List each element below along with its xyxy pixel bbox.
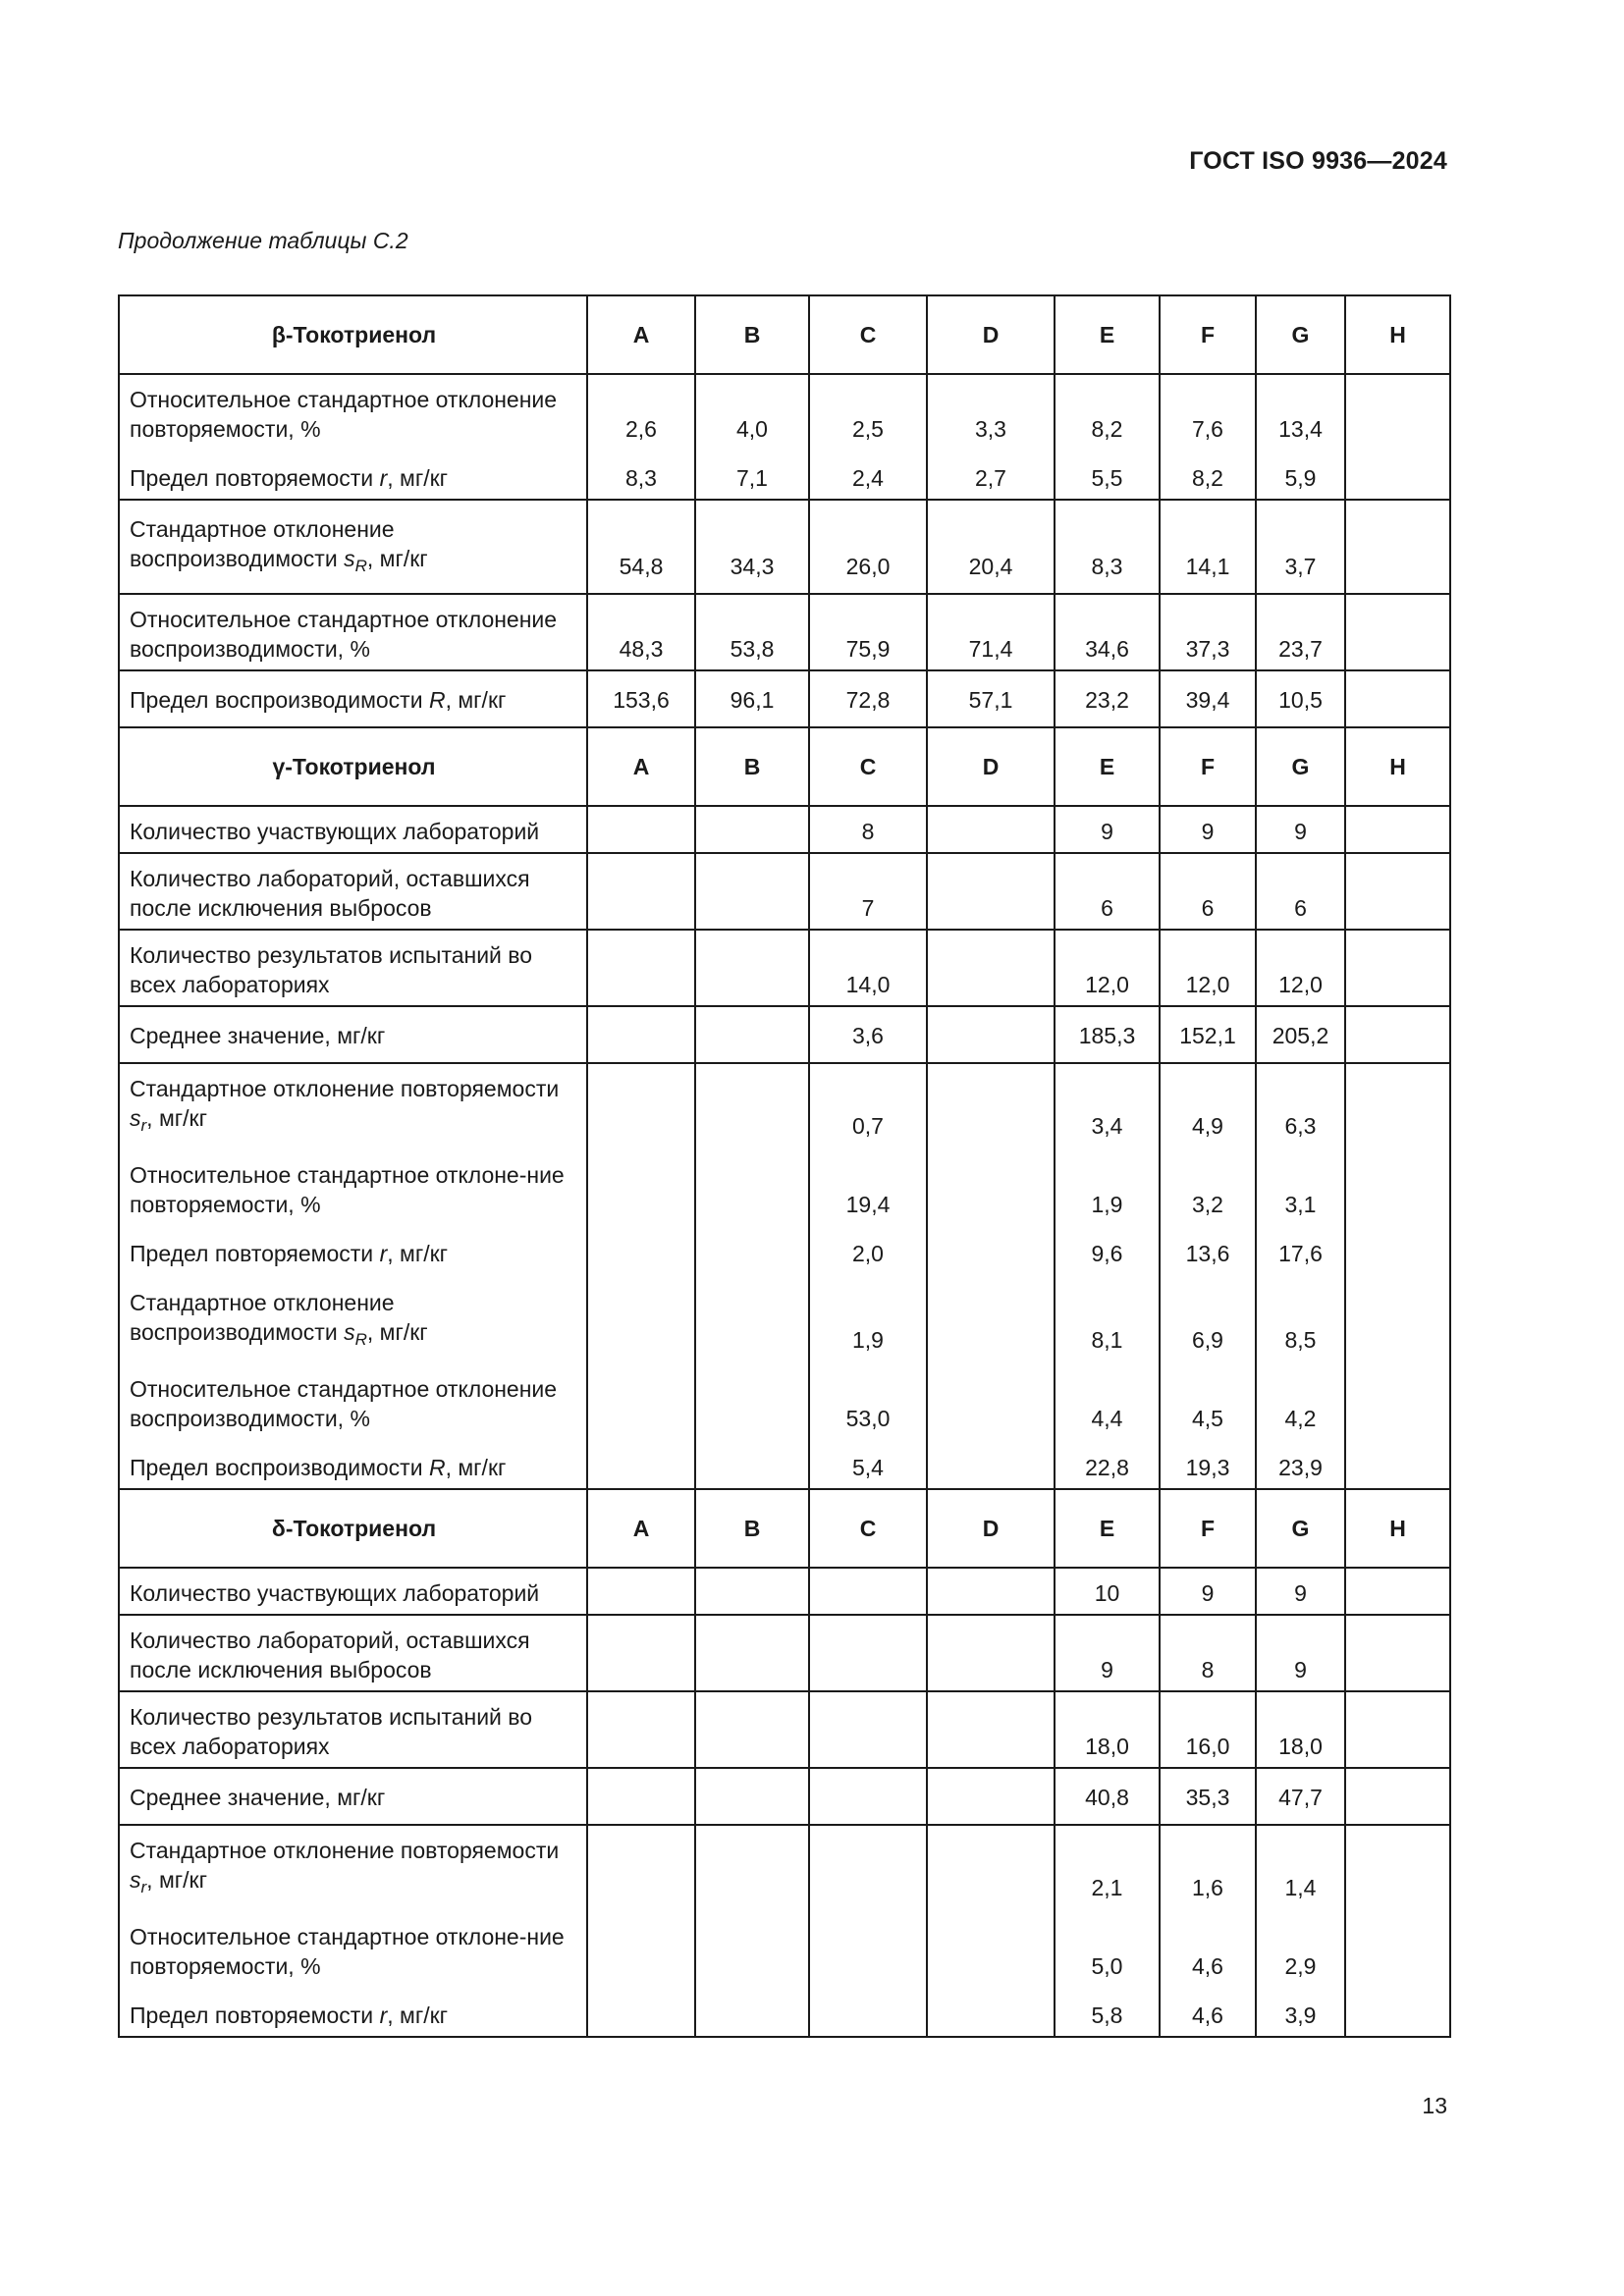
table-row — [119, 374, 1450, 450]
cell-f: 12,0 — [1160, 930, 1256, 1006]
column-header-d: D — [927, 1489, 1055, 1568]
cell-f: 16,0 — [1160, 1691, 1256, 1768]
cell-c — [809, 1691, 927, 1768]
row-label-unit: , мг/кг — [146, 1867, 207, 1893]
cell-a — [587, 1825, 695, 1908]
cell-g: 4,2 — [1256, 1361, 1345, 1439]
document-standard-number: ГОСТ ISO 9936—2024 — [1189, 147, 1447, 175]
cell-b — [695, 1691, 809, 1768]
cell-d — [927, 1568, 1055, 1615]
cell-h — [1345, 1987, 1450, 2037]
cell-g: 23,9 — [1256, 1439, 1345, 1489]
cell-d — [927, 1006, 1055, 1063]
cell-f: 4,5 — [1160, 1361, 1256, 1439]
cell-a — [587, 1274, 695, 1361]
row-label: Относительное стандартное отклонение повторяемости, % — [119, 374, 587, 450]
cell-e: 8,2 — [1055, 374, 1160, 450]
cell-a — [587, 1908, 695, 1987]
cell-g: 3,9 — [1256, 1987, 1345, 2037]
column-header-b: B — [695, 1489, 809, 1568]
cell-c — [809, 1568, 927, 1615]
cell-h — [1345, 1615, 1450, 1691]
row-label-text: Предел повторяемости — [130, 1241, 380, 1266]
section-header-row — [119, 727, 1450, 806]
table-row — [119, 930, 1450, 1006]
cell-a — [587, 1615, 695, 1691]
row-label: Относительное стандартное отклонение воспроизводимости, % — [119, 594, 587, 670]
cell-g: 18,0 — [1256, 1691, 1345, 1768]
cell-c: 0,7 — [809, 1063, 927, 1147]
cell-b — [695, 1908, 809, 1987]
row-label-symbol: s — [130, 1105, 141, 1131]
cell-e: 22,8 — [1055, 1439, 1160, 1489]
table-row — [119, 1987, 1450, 2037]
row-label-text: Стандартное отклонение воспроизводимости — [130, 1290, 395, 1345]
cell-d — [927, 1225, 1055, 1274]
row-label — [119, 670, 587, 727]
section-title: β-Токотриенол — [119, 295, 587, 374]
cell-h — [1345, 1908, 1450, 1987]
row-label — [119, 1225, 587, 1274]
cell-h — [1345, 853, 1450, 930]
cell-b — [695, 1361, 809, 1439]
cell-a: 54,8 — [587, 500, 695, 594]
cell-a — [587, 1006, 695, 1063]
cell-b — [695, 806, 809, 853]
cell-e: 2,1 — [1055, 1825, 1160, 1908]
cell-e: 6 — [1055, 853, 1160, 930]
cell-e: 5,5 — [1055, 450, 1160, 500]
cell-e: 18,0 — [1055, 1691, 1160, 1768]
cell-b — [695, 1063, 809, 1147]
row-label: Количество результатов испытаний во всех лабораториях — [119, 930, 587, 1006]
cell-a: 2,6 — [587, 374, 695, 450]
cell-d — [927, 1615, 1055, 1691]
row-label-unit: , мг/кг — [445, 1455, 507, 1480]
row-label-text: Предел воспроизводимости — [130, 1455, 429, 1480]
cell-a — [587, 1063, 695, 1147]
row-label-symbol: R — [428, 687, 446, 713]
cell-h — [1345, 1274, 1450, 1361]
row-label: Количество участвующих лабораторий — [119, 806, 587, 853]
cell-d: 2,7 — [927, 450, 1055, 500]
cell-a: 8,3 — [587, 450, 695, 500]
cell-g: 9 — [1256, 1615, 1345, 1691]
row-label-text: Предел воспроизводимости — [130, 687, 429, 713]
cell-a — [587, 1225, 695, 1274]
table-row — [119, 1063, 1450, 1147]
row-label-subscript: r — [140, 1116, 147, 1135]
column-header-a: A — [587, 727, 695, 806]
cell-b — [695, 1987, 809, 2037]
cell-d — [927, 806, 1055, 853]
cell-g: 12,0 — [1256, 930, 1345, 1006]
cell-a — [587, 1691, 695, 1768]
row-label-symbol: s — [344, 546, 355, 571]
row-label-unit: , мг/кг — [387, 1241, 449, 1266]
cell-e: 1,9 — [1055, 1147, 1160, 1225]
page-number: 13 — [1422, 2093, 1447, 2118]
cell-a — [587, 806, 695, 853]
cell-h — [1345, 1768, 1450, 1825]
row-label-unit: , мг/кг — [146, 1105, 207, 1131]
cell-a — [587, 1439, 695, 1489]
cell-c — [809, 1987, 927, 2037]
table-row — [119, 1147, 1450, 1225]
cell-d — [927, 1908, 1055, 1987]
row-label-unit: , мг/кг — [366, 1319, 428, 1345]
cell-d — [927, 853, 1055, 930]
cell-a — [587, 853, 695, 930]
cell-c: 5,4 — [809, 1439, 927, 1489]
cell-h — [1345, 1691, 1450, 1768]
cell-g: 13,4 — [1256, 374, 1345, 450]
column-header-h: H — [1345, 727, 1450, 806]
cell-b — [695, 1225, 809, 1274]
cell-e: 12,0 — [1055, 930, 1160, 1006]
row-label: Среднее значение, мг/кг — [119, 1768, 587, 1825]
cell-f: 1,6 — [1160, 1825, 1256, 1908]
cell-f: 4,6 — [1160, 1908, 1256, 1987]
cell-c: 2,5 — [809, 374, 927, 450]
cell-b — [695, 1768, 809, 1825]
table-row — [119, 1825, 1450, 1908]
row-label: Количество участвующих лабораторий — [119, 1568, 587, 1615]
cell-f: 3,2 — [1160, 1147, 1256, 1225]
row-label-symbol: r — [379, 1241, 388, 1266]
cell-f: 19,3 — [1160, 1439, 1256, 1489]
table-row — [119, 1439, 1450, 1489]
section-header-row — [119, 1489, 1450, 1568]
cell-h — [1345, 500, 1450, 594]
cell-b: 7,1 — [695, 450, 809, 500]
cell-e: 5,0 — [1055, 1908, 1160, 1987]
column-header-b: B — [695, 295, 809, 374]
row-label-subscript: r — [140, 1878, 147, 1896]
row-label-text: Стандартное отклонение воспроизводимости — [130, 516, 395, 571]
cell-d — [927, 1063, 1055, 1147]
cell-c: 19,4 — [809, 1147, 927, 1225]
column-header-h: H — [1345, 1489, 1450, 1568]
cell-f: 4,6 — [1160, 1987, 1256, 2037]
column-header-c: C — [809, 727, 927, 806]
cell-h — [1345, 1568, 1450, 1615]
column-header-e: E — [1055, 295, 1160, 374]
cell-d: 3,3 — [927, 374, 1055, 450]
column-header-a: A — [587, 1489, 695, 1568]
cell-e: 185,3 — [1055, 1006, 1160, 1063]
cell-c: 26,0 — [809, 500, 927, 594]
table-body — [119, 295, 1450, 2037]
row-label-symbol: s — [344, 1319, 355, 1345]
cell-b — [695, 1006, 809, 1063]
column-header-f: F — [1160, 1489, 1256, 1568]
row-label: Количество лабораторий, оставшихся после исключения выбросов — [119, 1615, 587, 1691]
column-header-f: F — [1160, 727, 1256, 806]
cell-h — [1345, 1825, 1450, 1908]
cell-b: 53,8 — [695, 594, 809, 670]
cell-d — [927, 930, 1055, 1006]
column-header-a: A — [587, 295, 695, 374]
section-header-row — [119, 295, 1450, 374]
row-label — [119, 1825, 587, 1908]
cell-g: 1,4 — [1256, 1825, 1345, 1908]
table-row — [119, 806, 1450, 853]
table-row — [119, 853, 1450, 930]
cell-c: 7 — [809, 853, 927, 930]
row-label-text: Предел повторяемости — [130, 465, 380, 491]
cell-b — [695, 930, 809, 1006]
cell-f: 35,3 — [1160, 1768, 1256, 1825]
cell-e: 3,4 — [1055, 1063, 1160, 1147]
row-label-text: Стандартное отклонение повторяемости — [130, 1838, 560, 1863]
cell-g: 23,7 — [1256, 594, 1345, 670]
cell-h — [1345, 806, 1450, 853]
cell-d — [927, 1691, 1055, 1768]
cell-d — [927, 1147, 1055, 1225]
cell-b — [695, 1615, 809, 1691]
row-label — [119, 450, 587, 500]
cell-h — [1345, 930, 1450, 1006]
cell-b: 34,3 — [695, 500, 809, 594]
cell-h — [1345, 374, 1450, 450]
cell-h — [1345, 1225, 1450, 1274]
cell-b — [695, 1825, 809, 1908]
cell-b — [695, 1439, 809, 1489]
cell-h — [1345, 1439, 1450, 1489]
row-label-symbol: R — [428, 1455, 446, 1480]
row-label-symbol: r — [379, 465, 388, 491]
cell-g: 205,2 — [1256, 1006, 1345, 1063]
column-header-e: E — [1055, 1489, 1160, 1568]
column-header-b: B — [695, 727, 809, 806]
table-row — [119, 1691, 1450, 1768]
row-label-unit: , мг/кг — [387, 465, 449, 491]
table-row — [119, 1225, 1450, 1274]
cell-g: 47,7 — [1256, 1768, 1345, 1825]
table-row — [119, 1768, 1450, 1825]
cell-g: 3,7 — [1256, 500, 1345, 594]
column-header-c: C — [809, 1489, 927, 1568]
cell-b — [695, 1568, 809, 1615]
cell-c: 1,9 — [809, 1274, 927, 1361]
cell-g: 2,9 — [1256, 1908, 1345, 1987]
cell-e: 8,3 — [1055, 500, 1160, 594]
cell-e: 4,4 — [1055, 1361, 1160, 1439]
cell-f: 9 — [1160, 806, 1256, 853]
cell-f: 39,4 — [1160, 670, 1256, 727]
cell-g: 6 — [1256, 853, 1345, 930]
row-label — [119, 1439, 587, 1489]
cell-g: 8,5 — [1256, 1274, 1345, 1361]
cell-c: 2,4 — [809, 450, 927, 500]
cell-g: 9 — [1256, 1568, 1345, 1615]
cell-d — [927, 1361, 1055, 1439]
cell-d: 57,1 — [927, 670, 1055, 727]
row-label-symbol: r — [379, 2002, 388, 2028]
cell-c — [809, 1908, 927, 1987]
table-row — [119, 670, 1450, 727]
row-label — [119, 1063, 587, 1147]
cell-h — [1345, 1361, 1450, 1439]
cell-c: 75,9 — [809, 594, 927, 670]
row-label: Относительное стандартное отклонение воспроизводимости, % — [119, 1361, 587, 1439]
cell-g: 10,5 — [1256, 670, 1345, 727]
table-row — [119, 1908, 1450, 1987]
cell-f: 4,9 — [1160, 1063, 1256, 1147]
cell-f: 152,1 — [1160, 1006, 1256, 1063]
cell-a — [587, 1768, 695, 1825]
cell-d — [927, 1825, 1055, 1908]
row-label-text: Стандартное отклонение повторяемости — [130, 1076, 560, 1101]
cell-e: 40,8 — [1055, 1768, 1160, 1825]
cell-d — [927, 1274, 1055, 1361]
cell-e: 34,6 — [1055, 594, 1160, 670]
row-label-unit: , мг/кг — [366, 546, 428, 571]
table-row — [119, 1274, 1450, 1361]
cell-c: 8 — [809, 806, 927, 853]
column-header-e: E — [1055, 727, 1160, 806]
table-row — [119, 1615, 1450, 1691]
table-row — [119, 1361, 1450, 1439]
cell-h — [1345, 670, 1450, 727]
cell-a: 153,6 — [587, 670, 695, 727]
row-label-text: Предел повторяемости — [130, 2002, 380, 2028]
row-label: Среднее значение, мг/кг — [119, 1006, 587, 1063]
cell-f: 6 — [1160, 853, 1256, 930]
cell-f: 6,9 — [1160, 1274, 1256, 1361]
table-caption: Продолжение таблицы С.2 — [118, 228, 408, 253]
table-row — [119, 1568, 1450, 1615]
cell-a — [587, 1147, 695, 1225]
row-label-unit: , мг/кг — [445, 687, 507, 713]
cell-a — [587, 1568, 695, 1615]
row-label: Количество результатов испытаний во всех лабораториях — [119, 1691, 587, 1768]
row-label: Количество лабораторий, оставшихся после исключения выбросов — [119, 853, 587, 930]
cell-e: 23,2 — [1055, 670, 1160, 727]
cell-d: 20,4 — [927, 500, 1055, 594]
cell-f: 37,3 — [1160, 594, 1256, 670]
row-label-subscript: R — [354, 557, 367, 575]
cell-f: 8 — [1160, 1615, 1256, 1691]
cell-f: 13,6 — [1160, 1225, 1256, 1274]
cell-e: 8,1 — [1055, 1274, 1160, 1361]
row-label-symbol: s — [130, 1867, 141, 1893]
cell-g: 6,3 — [1256, 1063, 1345, 1147]
column-header-g: G — [1256, 295, 1345, 374]
cell-d: 71,4 — [927, 594, 1055, 670]
cell-b — [695, 853, 809, 930]
cell-c — [809, 1768, 927, 1825]
section-title: δ-Токотриенол — [119, 1489, 587, 1568]
cell-c — [809, 1825, 927, 1908]
cell-d — [927, 1987, 1055, 2037]
cell-g: 9 — [1256, 806, 1345, 853]
cell-c: 72,8 — [809, 670, 927, 727]
cell-h — [1345, 450, 1450, 500]
cell-b — [695, 1147, 809, 1225]
table-row — [119, 500, 1450, 594]
column-header-g: G — [1256, 727, 1345, 806]
cell-a: 48,3 — [587, 594, 695, 670]
cell-c — [809, 1615, 927, 1691]
cell-h — [1345, 1063, 1450, 1147]
cell-f: 9 — [1160, 1568, 1256, 1615]
cell-h — [1345, 1147, 1450, 1225]
cell-e: 9 — [1055, 806, 1160, 853]
cell-d — [927, 1439, 1055, 1489]
cell-c: 14,0 — [809, 930, 927, 1006]
column-header-g: G — [1256, 1489, 1345, 1568]
row-label — [119, 1274, 587, 1361]
table-row — [119, 594, 1450, 670]
cell-c: 3,6 — [809, 1006, 927, 1063]
cell-b: 96,1 — [695, 670, 809, 727]
cell-a — [587, 1361, 695, 1439]
cell-f: 14,1 — [1160, 500, 1256, 594]
cell-f: 7,6 — [1160, 374, 1256, 450]
table-row — [119, 1006, 1450, 1063]
row-label — [119, 1987, 587, 2037]
cell-b — [695, 1274, 809, 1361]
row-label — [119, 500, 587, 594]
row-label: Относительное стандартное отклоне-ние повторяемости, % — [119, 1908, 587, 1987]
cell-e: 9 — [1055, 1615, 1160, 1691]
cell-a — [587, 1987, 695, 2037]
row-label-unit: , мг/кг — [387, 2002, 449, 2028]
section-title: γ-Токотриенол — [119, 727, 587, 806]
column-header-c: C — [809, 295, 927, 374]
cell-h — [1345, 594, 1450, 670]
cell-e: 5,8 — [1055, 1987, 1160, 2037]
column-header-h: H — [1345, 295, 1450, 374]
cell-e: 10 — [1055, 1568, 1160, 1615]
column-header-d: D — [927, 727, 1055, 806]
column-header-f: F — [1160, 295, 1256, 374]
cell-d — [927, 1768, 1055, 1825]
cell-g: 17,6 — [1256, 1225, 1345, 1274]
data-table — [118, 294, 1451, 2038]
cell-g: 3,1 — [1256, 1147, 1345, 1225]
row-label: Относительное стандартное отклоне-ние повторяемости, % — [119, 1147, 587, 1225]
cell-g: 5,9 — [1256, 450, 1345, 500]
column-header-d: D — [927, 295, 1055, 374]
cell-b: 4,0 — [695, 374, 809, 450]
cell-e: 9,6 — [1055, 1225, 1160, 1274]
cell-c: 53,0 — [809, 1361, 927, 1439]
cell-f: 8,2 — [1160, 450, 1256, 500]
table-row — [119, 450, 1450, 500]
cell-a — [587, 930, 695, 1006]
row-label-subscript: R — [354, 1330, 367, 1349]
cell-c: 2,0 — [809, 1225, 927, 1274]
cell-h — [1345, 1006, 1450, 1063]
